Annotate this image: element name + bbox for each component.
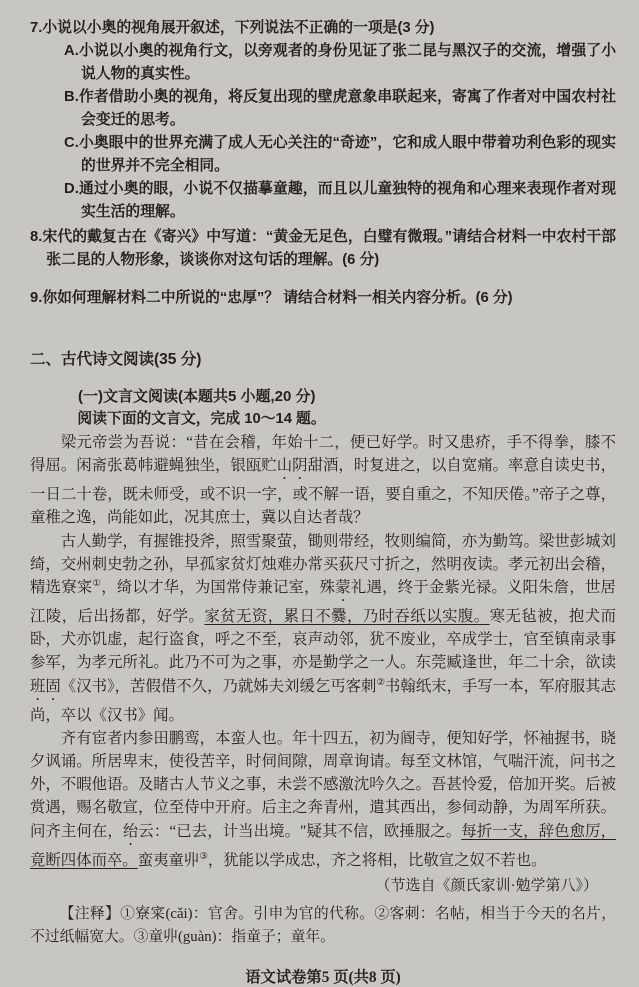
passage-paragraph-3: 齐有宦者内参田鹏鸾，本蛮人也。年十四五，初为阍寺，便知好学，怀袖握书，晓夕讽诵。所居卑末，使役苦辛，时伺间隙，周章询请。每至文林馆，气喘汗流，问书之外，不暇他语。及睹古人节义之事，未尝不感激沈吟久之。吾甚怜爱，倍加开奖。后被赏遇，赐名敬宣，位至侍中开府。后主之奔青州，遣其西出，参伺动静，为周军所获。问齐主何在，绐云：“已去，计当出境。"疑其不信，欧捶服之。每折一支，辞色愈厉，竟断四体而卒。蛮夷童丱③，犹能以学成忠，齐之将相，比敬宣之奴不若也。 — [30, 729, 616, 869]
question-8: 8.宋代的戴复古在《寄兴》中写道：“黄金无足色，白璧有微瑕。”请结合材料一中农村干部张二昆的人物形象，谈谈你对这句话的理解。(6 分) — [30, 229, 616, 268]
option-b-label: B. — [64, 89, 79, 105]
option-c-text: 小奥眼中的世界充满了成人无心关注的“奇迹”，它和成人眼中带着功利色彩的现实的世界并不完全相同。 — [78, 135, 616, 174]
question-9: 9.你如何理解材料二中所说的“忠厚”？ 请结合材料一相关内容分析。(6 分) — [30, 290, 513, 306]
footnotes: 【注释】①寮寀(cǎi)：官舍。引申为官的代称。②客刺：名帖，相当于今天的名片，不过纸幅宽大。③童丱(guàn)：指童子；童年。 — [30, 905, 616, 946]
option-c-label: C. — [64, 135, 79, 151]
option-d-text: 通过小奥的眼，小说不仅描摹童趣，而且以儿童独特的视角和心理来表现作者对现实生活的理解。 — [78, 181, 616, 220]
question-7-option-a — [46, 40, 616, 86]
passage-intro: 阅读下面的文言文，完成 10～14 题。 — [77, 411, 326, 427]
classical-passage — [30, 431, 616, 872]
option-a-text: 小说以小奥的视角行文，以旁观者的身份见证了张二昆与黑汉子的交流，增强了小说人物的真实性。 — [78, 43, 616, 82]
option-a-label: A. — [64, 43, 79, 59]
option-d-label: D. — [64, 181, 79, 197]
passage-paragraph-1: 梁元帝尝为吾说：“昔在会稽，年始十二，便已好学。时又患疥，手不得拳，膝不得屈。闲斋张葛帏避蝇独坐，银瓯贮山阴甜酒，时复进之，以自宽痛。率意自读史书，一日二十卷，既未师受，或不识一字，或不解一语，要自重之，不知厌倦。”帝子之尊，童稚之逸，尚能如此，况其庶士，冀以自达者哉？ — [30, 434, 616, 527]
subsection-heading: (一)文言文阅读(本题共5 小题,20 分) — [78, 388, 316, 405]
question-7-stem: 7.小说以小奥的视角展开叙述，下列说法不正确的一项是(3 分) — [30, 20, 435, 36]
question-7-option-b — [46, 86, 616, 132]
option-b-text: 作者借助小奥的视角，将反复出现的壁虎意象串联起来，寄寓了作者对中国农村社会变迁的思考。 — [78, 89, 616, 128]
page-footer: 语文试卷第5 页(共8 页) — [245, 968, 401, 986]
section-heading: 二、古代诗文阅读(35 分) — [30, 351, 202, 368]
passage-paragraph-2: 古人勤学，有握锥投斧，照雪聚萤，锄则带经，牧则编简，亦为勤笃。梁世彭城刘绮，交州刺史勃之孙，早孤家贫灯烛难办常买荻尺寸折之，然明夜读。孝元初出会稽，精选寮寀①，绮以才华，为国常侍兼记室，殊蒙礼遇，终于金紫光禄。义阳朱詹，世居江陵，后出扬都，好学。家贫无资，累日不爨，乃时吞纸以实腹。寒无毡被，抱犬而卧，犬亦饥虚，起行盗食，呼之不至，哀声动邻，犹不废业，卒成学士，官至镇南录事参军，为孝元所礼。此乃不可为之事，亦是勤学之一人。东莞臧逢世，年二十余，欲读班固《汉书》，苦假借不久，乃就姊夫刘缓乞丐客刺②书翰纸末，手写一本，军府服其志尚，卒以《汉书》闻。 — [30, 532, 616, 724]
question-7-option-d — [46, 178, 616, 224]
passage-source: （节选自《颜氏家训·勉学第八》） — [375, 877, 598, 894]
question-7-option-c — [46, 132, 616, 178]
